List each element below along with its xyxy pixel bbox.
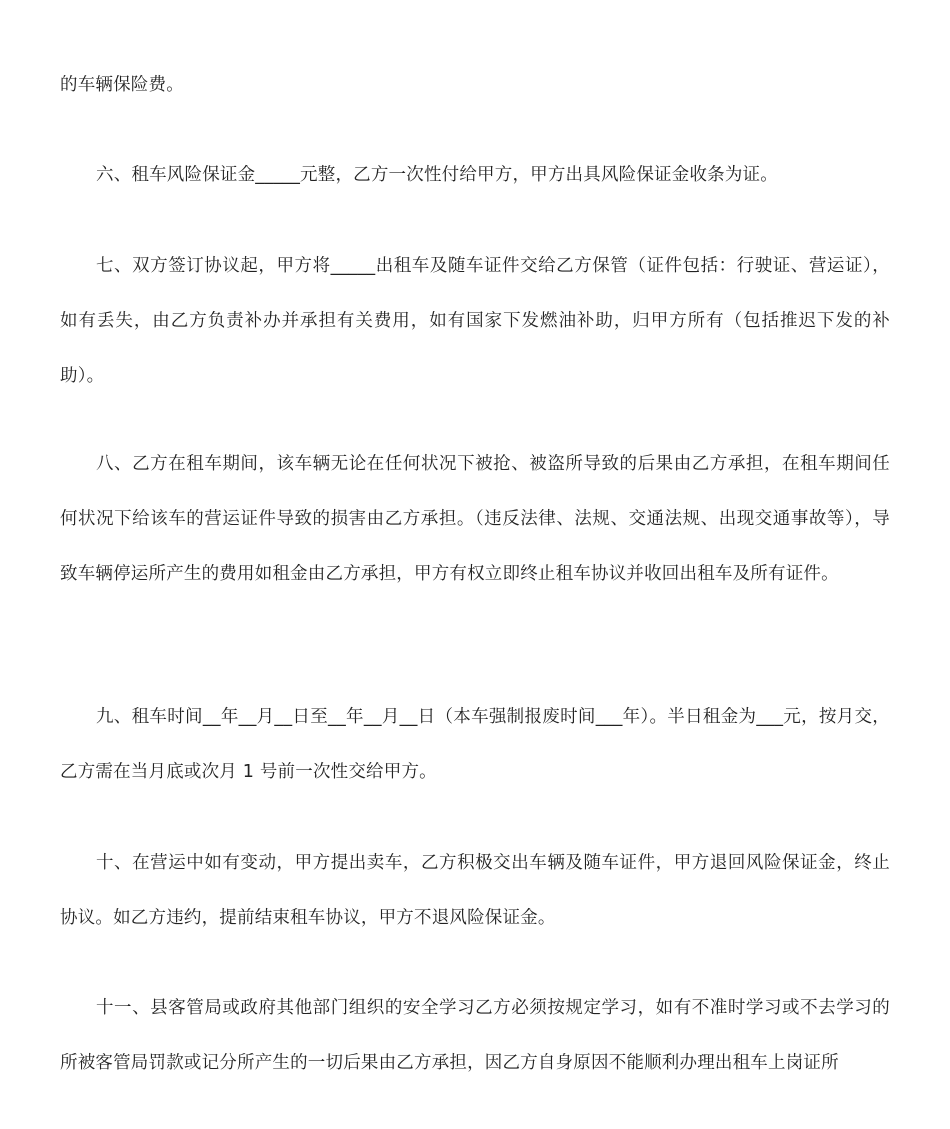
clause-10-changes: 十、在营运中如有变动，甲方提出卖车，乙方积极交出车辆及随车证件，甲方退回风险保证金，终止协议。如乙方违约，提前结束租车协议，甲方不退风险保证金。 [60,853,890,928]
paragraph-continuation: 的车辆保险费。 [60,75,184,95]
clause-8-liability: 八、乙方在租车期间，该车辆无论在任何状况下被抢、被盗所导致的后果由乙方承担，在租车期间任何状况下给该车的营运证件导致的损害由乙方承担。（违反法律、法规、交通法规、出现交通事故等），导致车辆停运所产生的费用如租金由乙方承担，甲方有权立即终止租车协议并收回出租车及所有证件。 [60,454,890,584]
clause-9-rental-period: 九、租车时间__年__月__日至__年__月__日（本车强制报废时间___年）。半日租金为___元，按月交，乙方需在当月底或次月 1 号前一次性交给甲方。 [60,707,890,782]
clause-6-deposit: 六、租车风险保证金_____元整，乙方一次性付给甲方，甲方出具风险保证金收条为证。 [96,165,778,185]
clause-7-documents: 七、双方签订协议起，甲方将_____出租车及随车证件交给乙方保管（证件包括：行驶证、营运证），如有丢失，由乙方负责补办并承担有关费用，如有国家下发燃油补助，归甲方所有（包括推迟下发的补助）。 [60,256,890,386]
clause-11-safety-training: 十一、县客管局或政府其他部门组织的安全学习乙方必须按规定学习，如有不准时学习或不去学习的所被客管局罚款或记分所产生的一切后果由乙方承担，因乙方自身原因不能顺利办理出租车上岗证所 [60,998,890,1073]
